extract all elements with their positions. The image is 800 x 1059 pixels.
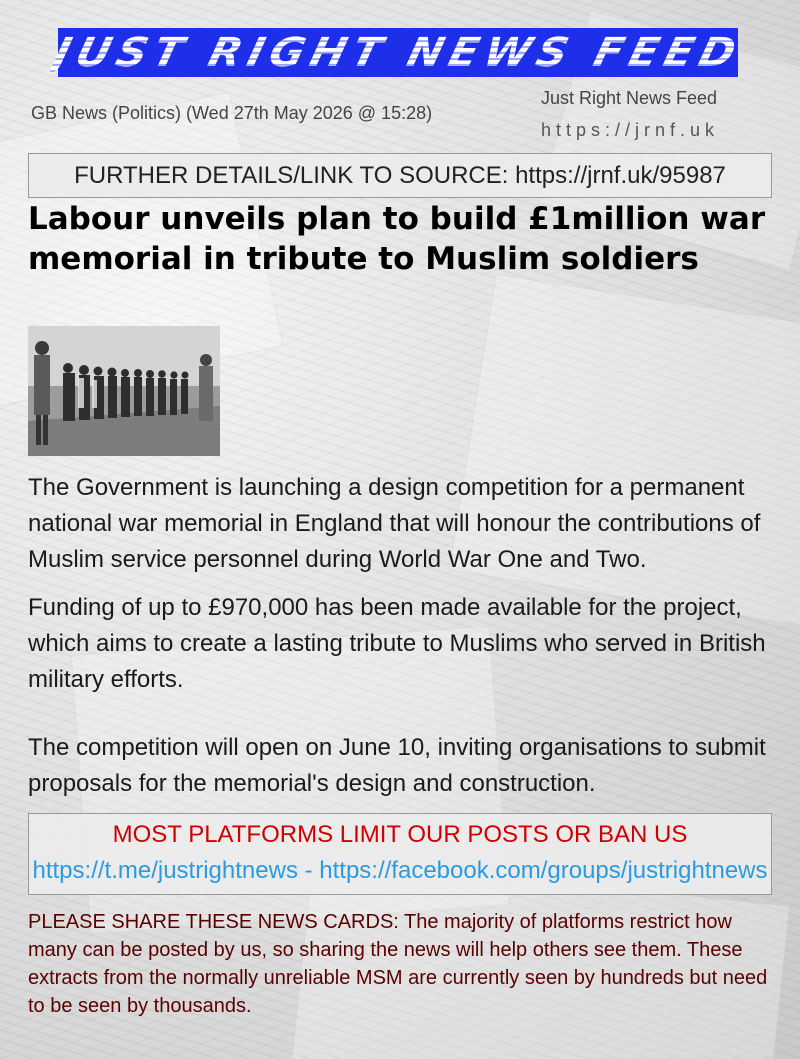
banner-title: JUST RIGHT NEWS FEED: [49, 29, 747, 76]
article-paragraph: Funding of up to £970,000 has been made available for the project, which aims to create a lasting tribute to Muslims who served in British military efforts.: [28, 594, 766, 693]
article-headline: Labour unveils plan to build £1million war memorial in tribute to Muslim soldiers: [28, 201, 766, 277]
platform-warning: MOST PLATFORMS LIMIT OUR POSTS OR BAN US: [112, 821, 688, 848]
article-paragraph: The Government is launching a design competition for a permanent national war memorial in England that will honour the contributions of Muslim service personnel during World War One and Two.: [28, 474, 761, 573]
source-link-text[interactable]: FURTHER DETAILS/LINK TO SOURCE: https://jrnf.uk/95987: [74, 161, 726, 189]
article-paragraph: The competition will open on June 10, inviting organisations to submit proposals for the memorial's design and construction.: [28, 734, 766, 797]
share-notice: PLEASE SHARE THESE NEWS CARDS: The majority of platforms restrict how many can be posted by us, so sharing the news will help others see them. These extracts from the normally unreliable MSM are currently seen by hundreds but need to be seen by thousands.: [28, 911, 768, 1017]
site-name: Just Right News Feed: [541, 88, 718, 108]
source-meta: GB News (Politics) (Wed 27th May 2026 @ 15:28): [31, 103, 433, 123]
platform-notice-box: [28, 813, 772, 895]
source-link-box[interactable]: [28, 153, 772, 198]
soldiers-photo-illustration: [28, 326, 220, 456]
site-banner: [49, 28, 747, 77]
site-url[interactable]: https://jrnf.uk: [541, 120, 720, 140]
social-links[interactable]: https://t.me/justrightnews - https://facebook.com/groups/justrightnews: [32, 857, 768, 884]
article-body: [28, 470, 772, 814]
article-photo: [28, 326, 220, 456]
